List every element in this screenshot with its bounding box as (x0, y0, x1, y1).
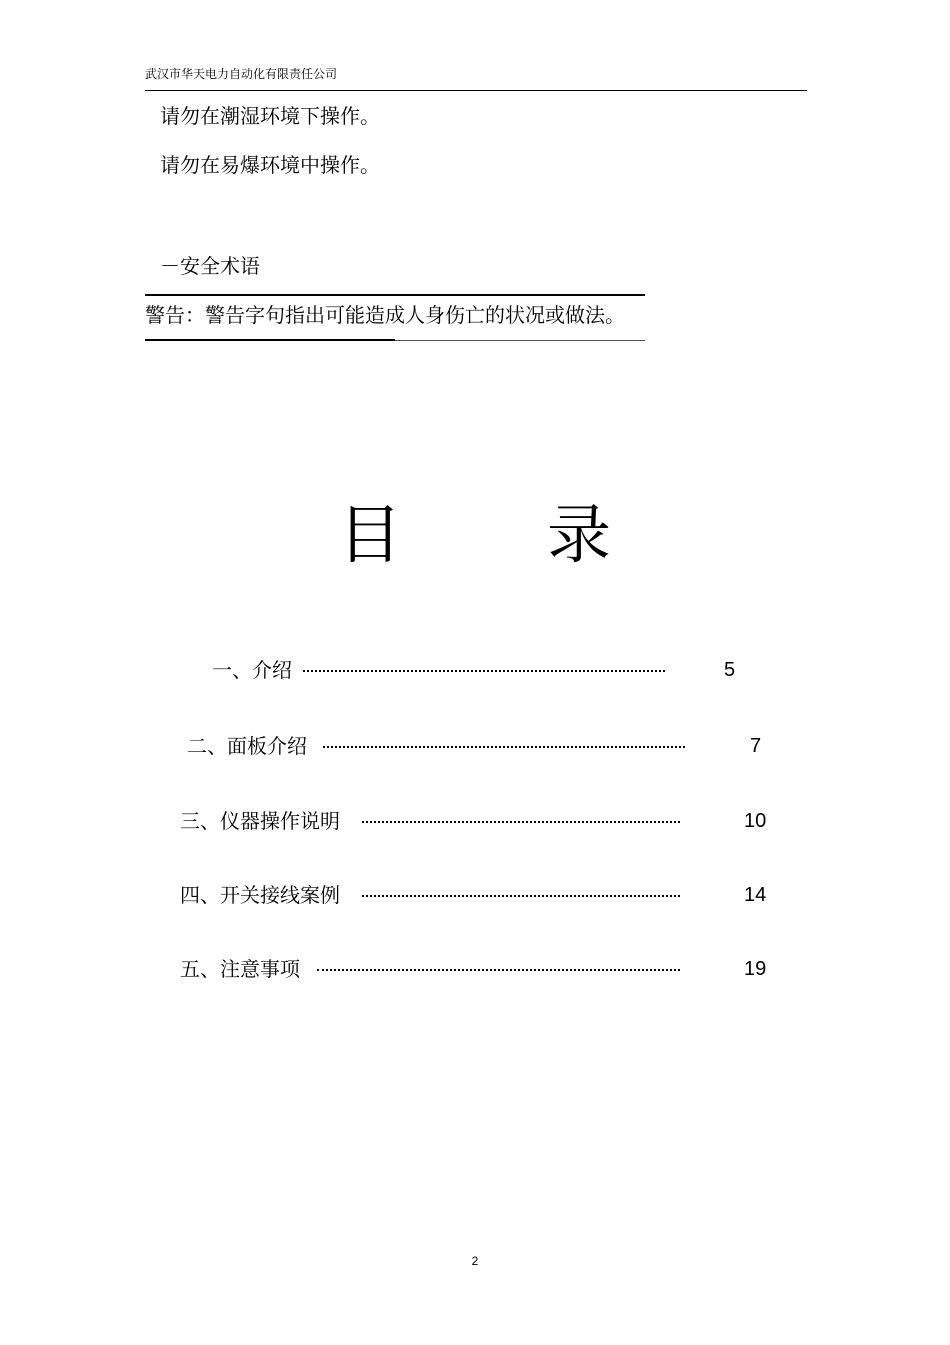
toc-entry-page: 14 (744, 884, 767, 906)
safety-terms-heading: －安全术语 (160, 254, 260, 278)
toc-entry-page: 19 (744, 958, 767, 980)
header-company-name: 武汉市华天电力自动化有限责任公司 (145, 67, 338, 81)
toc-entry-label: 五、注意事项 (180, 957, 300, 981)
header-divider (145, 90, 807, 91)
toc-leader-dots (323, 746, 685, 748)
toc-entry-label: 一、介绍 (212, 658, 292, 682)
page-number: 2 (471, 1254, 479, 1268)
toc-entry-label: 二、面板介绍 (187, 734, 307, 758)
toc-leader-dots (303, 670, 665, 672)
precaution-humid: 请勿在潮湿环境下操作。 (160, 104, 380, 128)
toc-leader-dots (362, 821, 680, 823)
toc-entry-page: 10 (744, 810, 767, 832)
toc-entry-page: 5 (724, 659, 736, 681)
toc-leader-dots (317, 969, 680, 971)
toc-title-char-1: 目 (338, 499, 402, 573)
warning-bottom-rule-thin (395, 340, 645, 341)
precaution-explosive: 请勿在易爆环境中操作。 (160, 153, 380, 177)
toc-entry-label: 三、仪器操作说明 (180, 809, 340, 833)
toc-title-char-2: 录 (547, 499, 611, 573)
warning-top-rule (145, 294, 645, 296)
toc-entry-label: 四、开关接线案例 (180, 883, 340, 907)
toc-entry-page: 7 (750, 735, 762, 757)
warning-text: 警告：警告字句指出可能造成人身伤亡的状况或做法。 (145, 303, 625, 327)
warning-bottom-rule-bold (145, 339, 395, 341)
toc-leader-dots (362, 895, 680, 897)
